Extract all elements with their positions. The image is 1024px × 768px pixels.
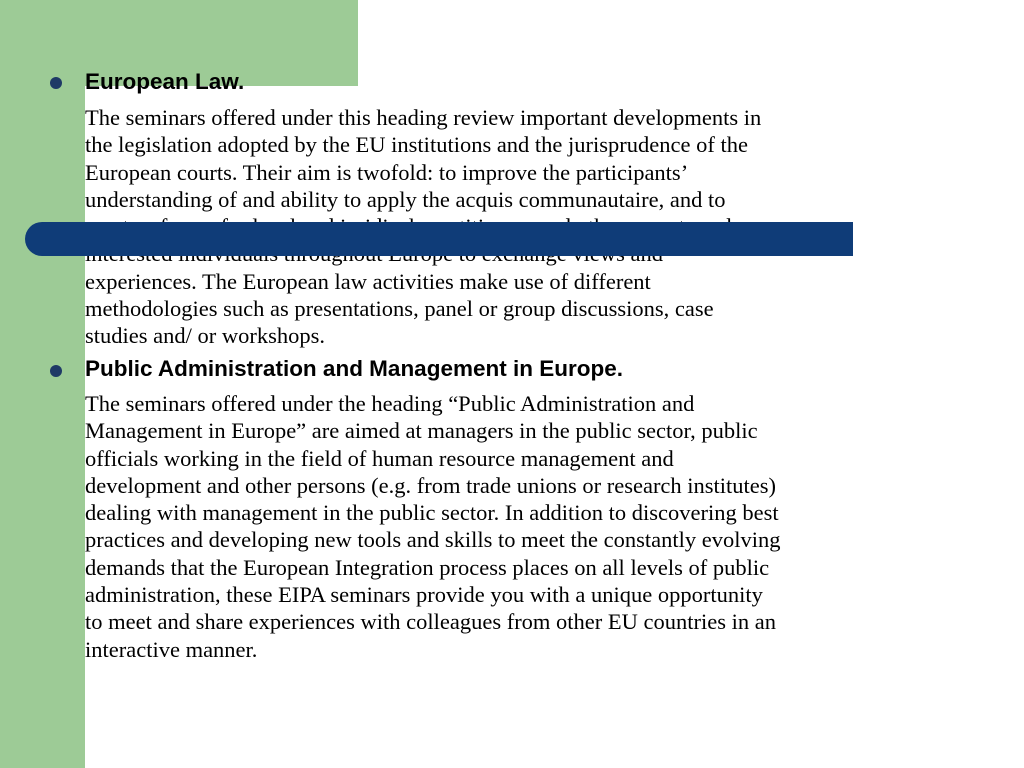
bullet-icon (50, 77, 62, 89)
paragraph-line: dealing with management in the public sector. In addition to discovering best (85, 500, 779, 526)
paragraph-line: experiences. The European law activities make use of different (85, 268, 651, 294)
paragraph-line: demands that the European Integration process places on all levels of public (85, 554, 770, 580)
paragraph-line: studies and/ or workshops. (85, 323, 325, 349)
paragraph-line: to meet and share experiences with colleagues from other EU countries in an (85, 609, 776, 635)
paragraph-line: European courts. Their aim is twofold: to improve the participants’ (85, 159, 689, 185)
bullet-icon (50, 365, 62, 377)
decorative-navy-bar (25, 222, 853, 256)
paragraph-line: Management in Europe” are aimed at managers in the public sector, public (85, 418, 758, 444)
section-heading-public-administration: Public Administration and Management in Europe. (85, 356, 623, 381)
paragraph-line: administration, these EIPA seminars provide you with a unique opportunity (85, 582, 763, 608)
paragraph-line: understanding of and ability to apply the acquis communautaire, and to (85, 186, 726, 212)
paragraph-line: The seminars offered under the heading “Public Administration and (85, 391, 695, 416)
section-heading-european-law: European Law. (85, 69, 245, 94)
paragraph-line: interactive manner. (85, 636, 258, 662)
paragraph-line: practices and developing new tools and skills to meet the constantly evolving (85, 527, 781, 553)
paragraph-public-administration (85, 390, 965, 663)
paragraph-line: development and other persons (e.g. from trade unions or research institutes) (85, 472, 777, 498)
paragraph-line: The seminars offered under this heading review important developments in (85, 105, 762, 130)
paragraph-line: officials working in the field of human resource management and (85, 445, 674, 471)
paragraph-line: the legislation adopted by the EU institutions and the jurisprudence of the (85, 132, 748, 158)
paragraph-line: methodologies such as presentations, panel or group discussions, case (85, 296, 714, 322)
